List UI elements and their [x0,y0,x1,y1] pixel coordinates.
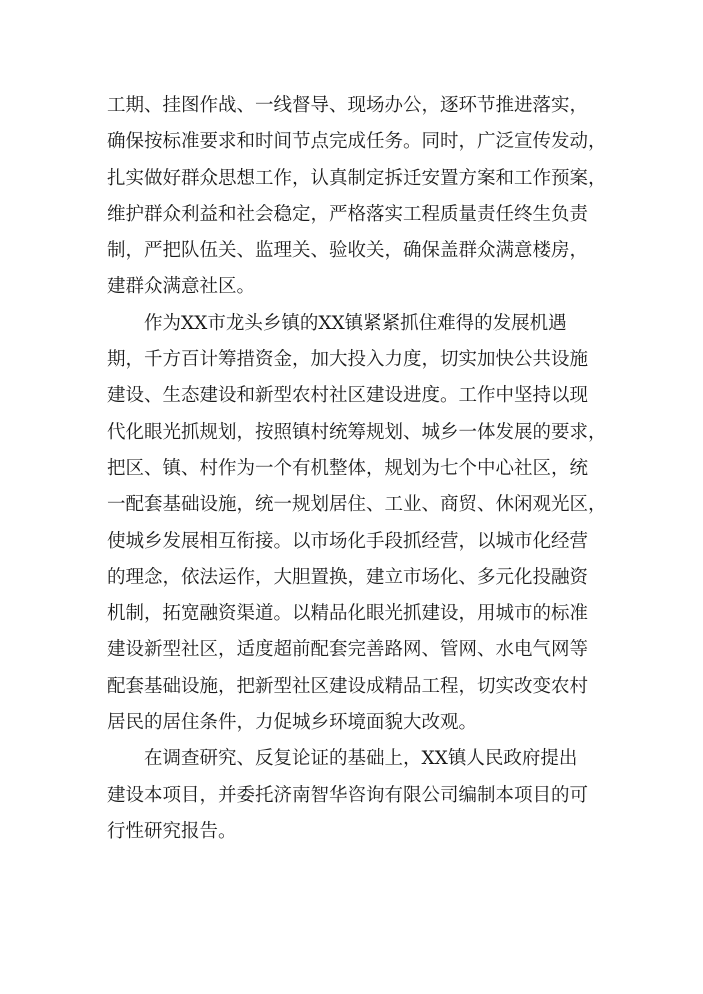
text-line: 一配套基础设施，统一规划居住、工业、商贸、休闲观光区， [107,494,607,516]
text-line: 使城乡发展相互衔接。以市场化手段抓经营，以城市化经营 [107,530,589,552]
paragraph-3 [107,741,607,850]
text-line: 机制，拓宽融资渠道。以精品化眼光抓建设，用城市的标准 [107,603,589,625]
text-line: 行性研究报告。 [107,820,237,842]
text-line: 作为XX市龙头乡镇的XX镇紧紧抓住难得的发展机遇 [144,312,567,334]
text-line: 建群众满意社区。 [107,276,256,298]
text-line: 建设新型社区，适度超前配套完善路网、管网、水电气网等 [107,639,589,661]
text-line: 期，千方百计筹措资金，加大投入力度，切实加快公共设施 [107,349,589,371]
paragraph-2 [107,306,607,742]
text-line: 扎实做好群众思想工作，认真制定拆迁安置方案和工作预案， [107,167,607,189]
text-line: 建设、生态建设和新型农村社区建设进度。工作中坚持以现 [107,385,589,407]
body-text [107,88,607,850]
text-line: 在调查研究、反复论证的基础上，XX镇人民政府提出 [144,748,578,770]
text-line: 制，严把队伍关、监理关、验收关，确保盖群众满意楼房， [107,240,589,262]
text-line: 确保按标准要求和时间节点完成任务。同时，广泛宣传发动， [107,131,607,153]
text-line: 维护群众利益和社会稳定，严格落实工程质量责任终生负责 [107,203,589,225]
text-line: 代化眼光抓规划，按照镇村统筹规划、城乡一体发展的要求， [107,421,607,443]
text-line: 把区、镇、村作为一个有机整体，规划为七个中心社区，统 [107,457,589,479]
text-line: 建设本项目，并委托济南智华咨询有限公司编制本项目的可 [107,784,589,806]
text-line: 居民的居住条件，力促城乡环境面貌大改观。 [107,712,478,734]
paragraph-1 [107,88,607,306]
text-line: 的理念，依法运作，大胆置换，建立市场化、多元化投融资 [107,566,589,588]
text-line: 配套基础设施，把新型社区建设成精品工程，切实改变农村 [107,675,589,697]
text-line: 工期、挂图作战、一线督导、现场办公，逐环节推进落实， [107,95,589,116]
